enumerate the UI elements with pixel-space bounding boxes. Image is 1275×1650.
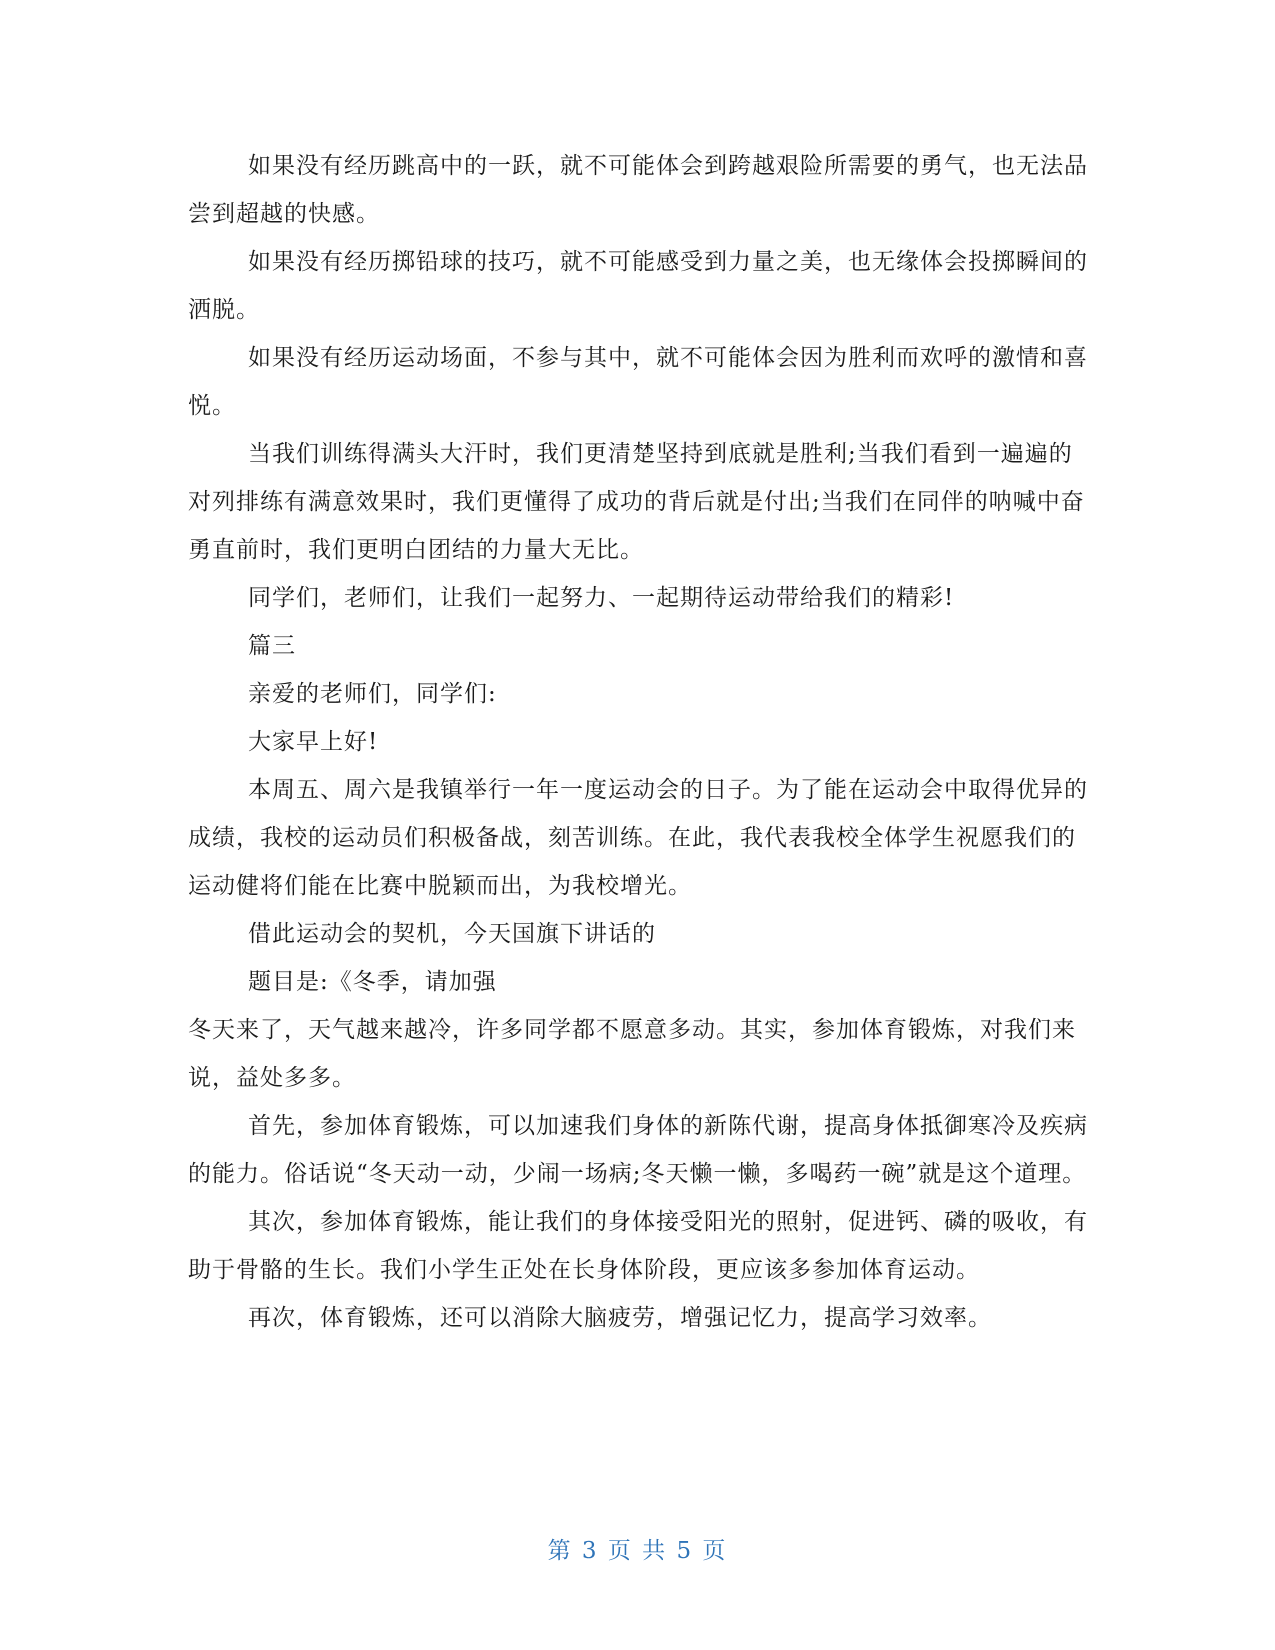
paragraph-second-benefit: 其次，参加体育锻炼，能让我们的身体接受阳光的照射，促进钙、磷的吸收，有助于骨骼的生长。我们小学生正处在长身体阶段，更应该多参加体育运动。 <box>188 1209 1088 1283</box>
document-body <box>188 142 1088 1342</box>
paragraph-speech-topic: 题目是:《冬季，请加强 <box>248 969 497 995</box>
greeting: 大家早上好! <box>248 729 379 755</box>
paragraph-speech-intro: 借此运动会的契机，今天国旗下讲话的 <box>248 921 656 947</box>
page-number-footer: 第 3 页 共 5 页 <box>547 1538 728 1564</box>
section-heading: 篇三 <box>248 633 296 659</box>
paragraph-third-benefit: 再次，体育锻炼，还可以消除大脑疲劳，增强记忆力，提高学习效率。 <box>248 1305 992 1331</box>
paragraph-closing: 同学们，老师们，让我们一起努力、一起期待运动带给我们的精彩! <box>248 585 955 611</box>
paragraph-sports-meet: 本周五、周六是我镇举行一年一度运动会的日子。为了能在运动会中取得优异的成绩，我校的运动员们积极备战，刻苦训练。在此，我代表我校全体学生祝愿我们的运动健将们能在比赛中脱颖而出，为我校增光。 <box>188 777 1088 899</box>
paragraph-first-benefit: 首先，参加体育锻炼，可以加速我们身体的新陈代谢，提高身体抵御寒冷及疾病的能力。俗话说“冬天动一动，少闹一场病;冬天懒一懒，多喝药一碗”就是这个道理。 <box>188 1113 1088 1187</box>
paragraph-winter: 冬天来了，天气越来越冷，许多同学都不愿意多动。其实，参加体育锻炼，对我们来说，益处多多。 <box>188 1017 1076 1091</box>
paragraph-high-jump: 如果没有经历跳高中的一跃，就不可能体会到跨越艰险所需要的勇气，也无法品尝到超越的快感。 <box>188 153 1088 227</box>
paragraph-sports-scene: 如果没有经历运动场面，不参与其中，就不可能体会因为胜利而欢呼的激情和喜悦。 <box>188 345 1088 419</box>
paragraph-shot-put: 如果没有经历掷铅球的技巧，就不可能感受到力量之美，也无缘体会投掷瞬间的洒脱。 <box>188 249 1088 323</box>
paragraph-training: 当我们训练得满头大汗时，我们更清楚坚持到底就是胜利;当我们看到一遍遍的对列排练有满意效果时，我们更懂得了成功的背后就是付出;当我们在同伴的呐喊中奋勇直前时，我们更明白团结的力量大无比。 <box>188 441 1085 563</box>
salutation: 亲爱的老师们，同学们: <box>248 681 497 707</box>
